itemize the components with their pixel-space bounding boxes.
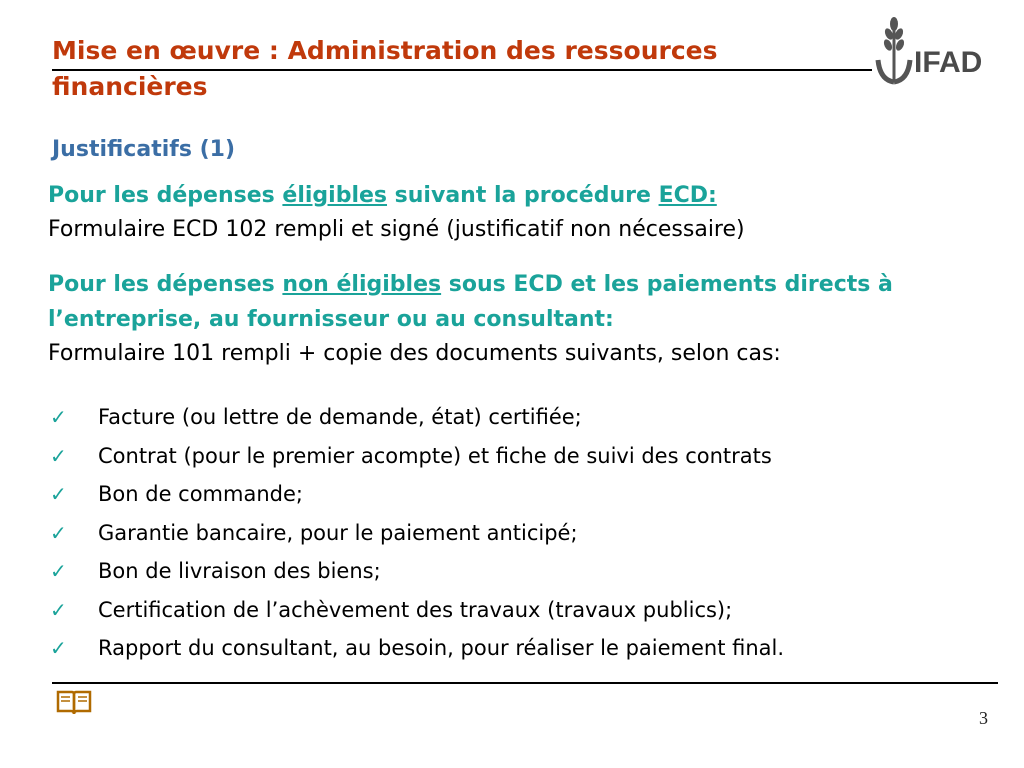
section-non-eligible (48, 267, 1008, 371)
section-eligible-heading: Pour les dépenses éligibles suivant la procédure ECD: (48, 183, 717, 208)
check-icon: ✓ (50, 482, 67, 507)
check-icon: ✓ (50, 597, 67, 622)
list-item: ✓ Facture (ou lettre de demande, état) certifiée; (50, 405, 582, 430)
list-item: ✓ Rapport du consultant, au besoin, pour réaliser le paiement final. (50, 636, 785, 661)
document-checklist (50, 398, 1010, 668)
section-eligible (48, 178, 1008, 247)
list-item: ✓ Bon de commande; (50, 482, 303, 507)
title-underline (52, 69, 872, 71)
list-item: ✓ Contrat (pour le premier acompte) et fiche de suivi des contrats (50, 443, 772, 468)
list-item: ✓ Garantie bancaire, pour le paiement anticipé; (50, 520, 578, 545)
ifad-logo (874, 14, 1002, 86)
check-icon: ✓ (50, 405, 67, 430)
check-icon: ✓ (50, 636, 67, 661)
section-non-eligible-heading: Pour les dépenses non éligibles sous ECD et les paiements directs à l’entreprise, au fournisseur ou au consultant: (48, 272, 893, 332)
list-item: ✓ Bon de livraison des biens; (50, 559, 381, 584)
slide-subtitle: Justificatifs (1) (52, 137, 235, 162)
list-item: ✓ Certification de l’achèvement des travaux (travaux publics); (50, 597, 733, 622)
slide-title: Mise en œuvre : Administration des ressources financières (52, 36, 718, 101)
book-icon[interactable] (56, 688, 92, 723)
footer-rule (52, 682, 998, 684)
page-number: 3 (979, 708, 988, 728)
check-icon: ✓ (50, 559, 67, 584)
ifad-wheat-logo-icon (874, 14, 914, 86)
check-icon: ✓ (50, 520, 67, 545)
section-eligible-body: Formulaire ECD 102 rempli et signé (justificatif non nécessaire) (48, 217, 745, 242)
section-non-eligible-body: Formulaire 101 rempli + copie des documents suivants, selon cas: (48, 341, 781, 366)
check-icon: ✓ (50, 443, 67, 468)
logo-text: IFAD (914, 46, 983, 79)
